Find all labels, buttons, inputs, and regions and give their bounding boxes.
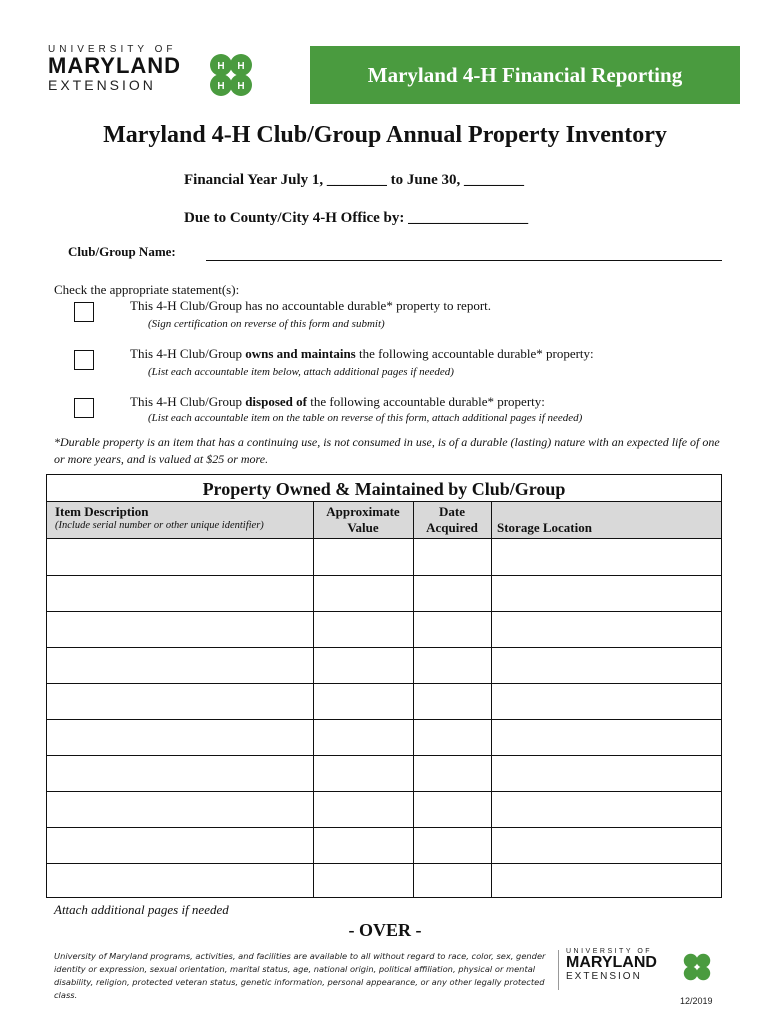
financial-year-field[interactable]: Financial Year July 1, ________ to June 30, ________ xyxy=(184,172,525,188)
table-title: Property Owned & Maintained by Club/Group xyxy=(202,479,566,499)
club-name-input[interactable] xyxy=(206,260,722,261)
property-table xyxy=(46,474,722,898)
svg-text:H: H xyxy=(217,81,225,92)
logo-line-3: EXTENSION xyxy=(48,77,156,93)
over-label: - OVER - xyxy=(348,920,422,940)
col-item-description: Item Description (Include serial number or other unique identifier) xyxy=(55,502,313,538)
club-name-label: Club/Group Name: xyxy=(68,244,176,259)
svg-text:H: H xyxy=(237,61,245,72)
statement-2: This 4-H Club/Group owns and maintains the following accountable durable* property: xyxy=(130,346,594,361)
owns-property-checkbox[interactable] xyxy=(74,350,94,370)
statement-1-note: (Sign certification on reverse of this form and submit) xyxy=(148,318,385,330)
svg-text:H: H xyxy=(217,61,225,72)
footer-logo-line-2: MARYLAND xyxy=(566,954,657,971)
col-item-description-sub: (Include serial number or other unique identifier) xyxy=(55,520,264,531)
check-intro: Check the appropriate statement(s): xyxy=(54,282,240,297)
page-title: Maryland 4-H Club/Group Annual Property Inventory xyxy=(103,122,667,148)
col-date-acquired: Date Acquired xyxy=(426,504,478,535)
table-row[interactable] xyxy=(47,575,721,576)
table-row[interactable] xyxy=(47,791,721,792)
form-date: 12/2019 xyxy=(680,996,713,1006)
table-header xyxy=(47,501,721,539)
table-row[interactable] xyxy=(47,863,721,864)
four-h-clover-icon-footer xyxy=(680,950,714,984)
report-banner: Maryland 4-H Financial Reporting xyxy=(310,46,740,104)
table-row[interactable] xyxy=(47,827,721,828)
attach-note: Attach additional pages if needed xyxy=(54,902,229,917)
table-row[interactable] xyxy=(47,683,721,684)
due-date-field[interactable]: Due to County/City 4-H Office by: ________________ xyxy=(184,210,529,226)
logo-line-2: MARYLAND xyxy=(48,53,182,78)
durable-property-note: *Durable property is an item that has a continuing use, is not consumed in use, is of a durable (lasting) nature with an expected life of one or more years, and is valued at $25 or more. xyxy=(54,435,720,466)
col-approx-value: Approximate Value xyxy=(326,504,400,535)
statement-2-note: (List each accountable item below, attach additional pages if needed) xyxy=(148,366,454,378)
footer-logo-line-3: EXTENSION xyxy=(566,971,642,982)
statement-3: This 4-H Club/Group disposed of the following accountable durable* property: xyxy=(130,394,545,409)
col-storage-location: Storage Location xyxy=(497,520,592,535)
table-row[interactable] xyxy=(47,611,721,612)
logo-line-1: UNIVERSITY OF xyxy=(48,44,177,55)
disposed-property-checkbox[interactable] xyxy=(74,398,94,418)
table-row[interactable] xyxy=(47,647,721,648)
svg-text:H: H xyxy=(237,81,245,92)
nondiscrimination-statement: University of Maryland programs, activities, and facilities are available to all without regard to race, color, sex, gender identity or expression, sexual orientation, marital status, age, national origin, political affiliation, physical or mental disability, religion, protected veteran status, genetic information, personal appearance, or any other legally protected class. xyxy=(54,951,546,1000)
no-property-checkbox[interactable] xyxy=(74,302,94,322)
table-row[interactable] xyxy=(47,755,721,756)
statement-1: This 4-H Club/Group has no accountable durable* property to report. xyxy=(130,298,492,313)
footer-logo-line-1: UNIVERSITY OF xyxy=(566,948,653,955)
table-row[interactable] xyxy=(47,719,721,720)
umd-extension-logo xyxy=(48,44,198,106)
umd-extension-logo-footer xyxy=(566,948,676,992)
statement-3-note: (List each accountable item on the table on reverse of this form, attach additional pages if needed) xyxy=(148,412,583,424)
four-h-clover-icon xyxy=(204,48,258,102)
